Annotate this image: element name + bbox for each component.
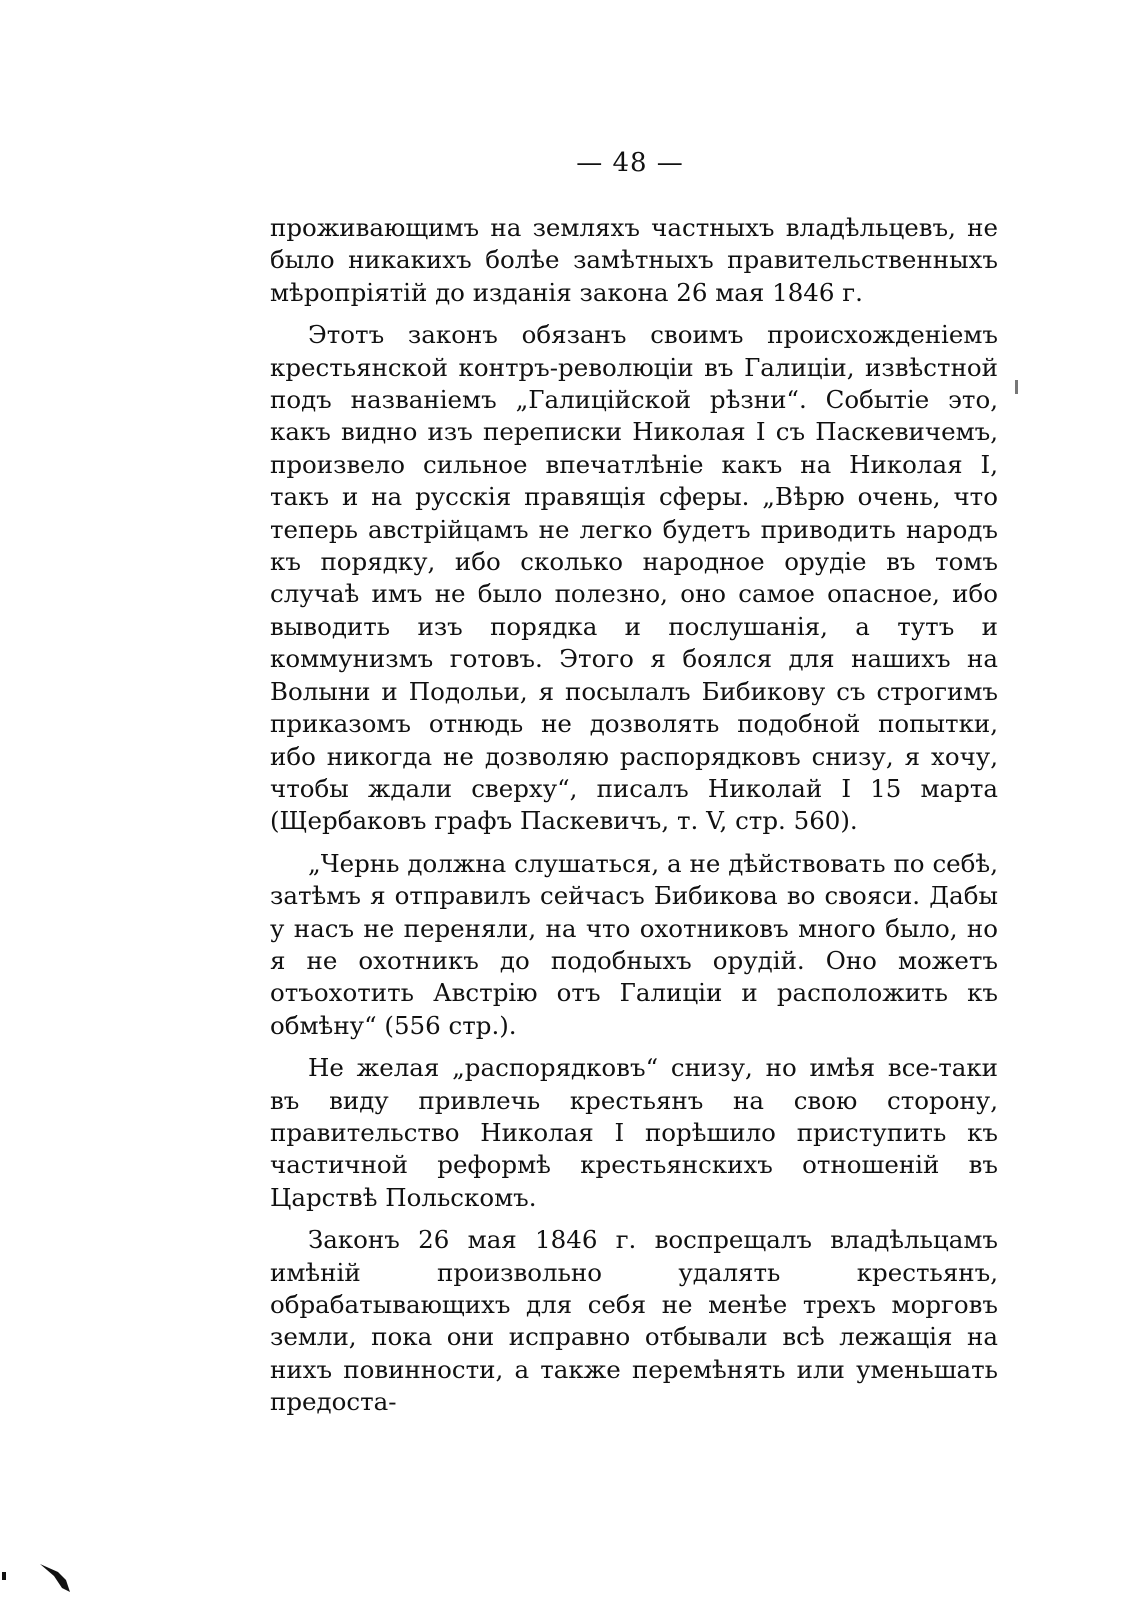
scan-artifact [1015, 380, 1018, 394]
paragraph-1: проживающимъ на земляхъ частныхъ владѣльцевъ, не было никакихъ болѣе замѣтныхъ правительственныхъ мѣропріятій до изданія закона 26 мая 1846 г. [270, 213, 998, 307]
paragraph-5: Законъ 26 мая 1846 г. воспрещалъ владѣльцамъ имѣній произвольно удалять крестьянъ, обрабатывающихъ для себя не менѣе трехъ морговъ земли, пока они исправно отбывали всѣ лежащія на нихъ повинности, а также перемѣнять или уменьшать предоста- [270, 1225, 998, 1417]
paragraph-2: Этотъ законъ обязанъ своимъ происхожденіемъ крестьянской контръ-революціи въ Галиціи, извѣстной подъ названіемъ „Галиційской рѣзни“. Событіе это, какъ видно изъ переписки Николая I съ Паскевичемъ, произвело сильное впечатлѣніе какъ на Николая I, такъ и на русскія правящія сферы. „Вѣрю очень, что теперь австрійцамъ не легко будетъ приводить народъ къ порядку, ибо сколько народное орудіе въ томъ случаѣ имъ не было полезно, оно самое опасное, ибо выводить изъ порядка и послушанія, а тутъ и коммунизмъ готовъ. Этого я боялся для нашихъ на Волыни и Подольи, я посылалъ Бибикову съ строгимъ приказомъ отнюдь не дозволять подобной попытки, ибо никогда не дозволяю распорядковъ снизу, я хочу, чтобы ждали сверху“, писалъ Николай I 15 марта (Щербаковъ графъ Паскевичъ, т. V, стр. 560). [270, 320, 998, 836]
paragraph-4: Не желая „распорядковъ“ снизу, но имѣя все-таки въ виду привлечь крестьянъ на свою сторону, правительство Николая I порѣшило приступить къ частичной реформѣ крестьянскихъ отношеній въ Царствѣ Польскомъ. [270, 1053, 998, 1212]
body-text [270, 212, 998, 1419]
page-number: — 48 — [576, 148, 684, 178]
scan-corner-mark [0, 1558, 90, 1598]
paragraph-3: „Чернь должна слушаться, а не дѣйствовать по себѣ, затѣмъ я отправилъ сейчасъ Бибикова во свояси. Дабы у насъ не переняли, на что охотниковъ много было, но я не охотникъ до подобныхъ орудій. Оно можетъ отъохотить Австрію отъ Галиціи и расположить къ обмѣну“ (556 стр.). [270, 848, 998, 1040]
